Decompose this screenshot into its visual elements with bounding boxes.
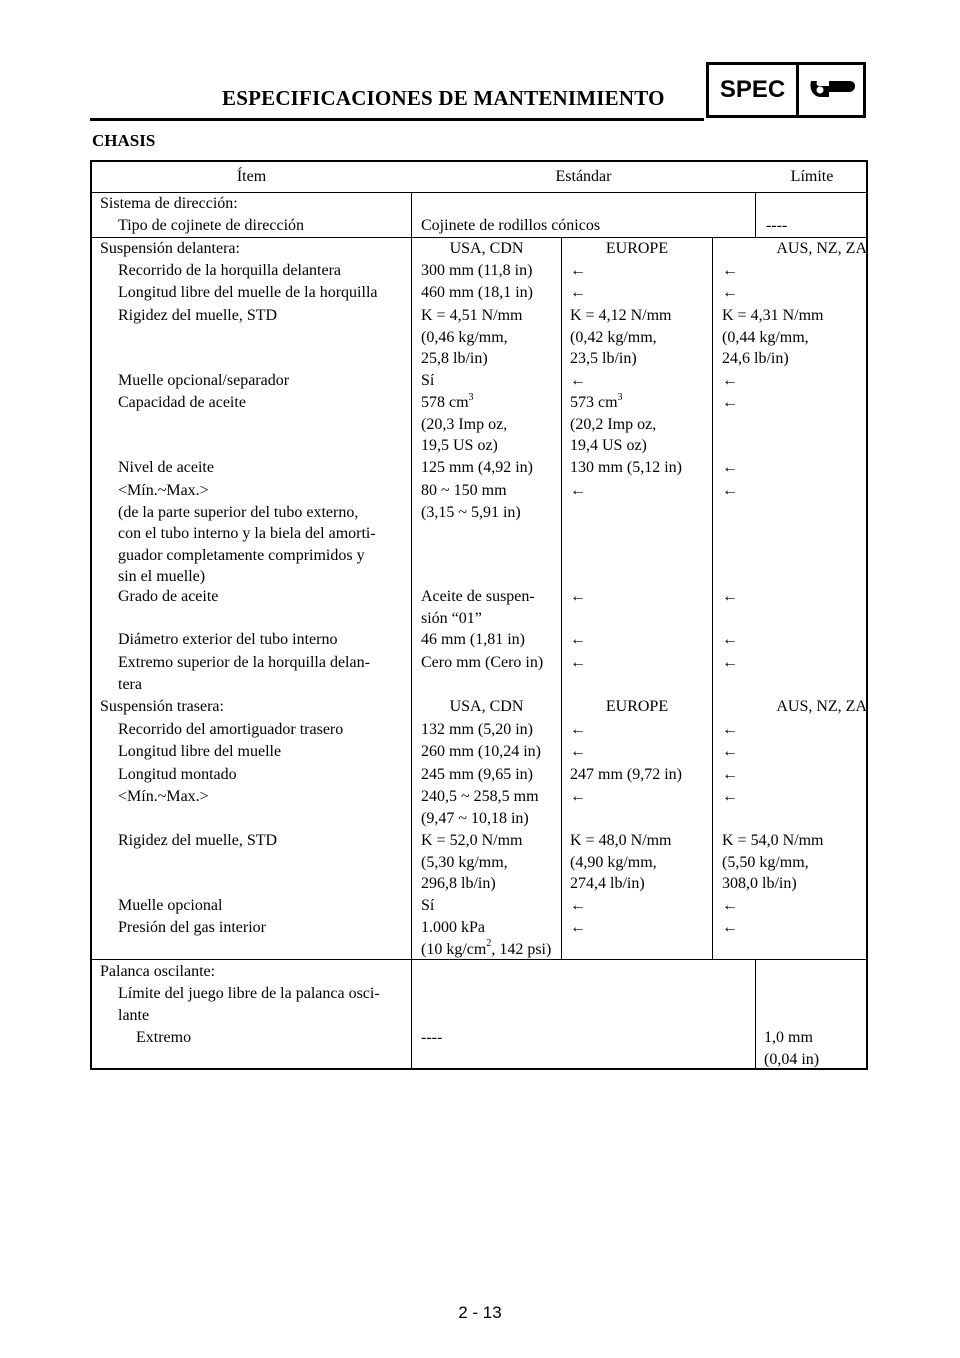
steering-bearing-value: Cojinete de rodillos cónicos (421, 217, 601, 234)
front-optional-usa: Sí (421, 372, 435, 389)
front-suspension-heading: Suspensión delantera: (100, 240, 240, 257)
front-oil-level-range-eu: ← (570, 482, 586, 499)
front-free-length-usa: 460 mm (18,1 in) (421, 284, 533, 301)
front-fork-top-aus: ← (722, 654, 738, 671)
swingarm-end-value: ---- (421, 1029, 443, 1046)
front-optional-label: Muelle opcional/separador (118, 372, 290, 389)
front-oil-capacity-label: Capacidad de aceite (118, 394, 246, 411)
page-header-title: ESPECIFICACIONES DE MANTENIMIENTO (222, 86, 665, 110)
col-divider-europe (561, 237, 562, 959)
rear-gas-pressure-label: Presión del gas interior (118, 919, 266, 936)
spec-badge (706, 62, 866, 118)
rear-installed-range-aus: ← (722, 788, 738, 805)
rear-optional-eu: ← (570, 897, 586, 914)
wrench-icon (799, 65, 863, 115)
rear-installed-range-usa: 240,5 ~ 258,5 mm (9,47 ~ 10,18 in) (421, 788, 539, 827)
front-oil-capacity-aus: ← (722, 394, 738, 411)
swingarm-heading: Palanca oscilante: (100, 963, 216, 980)
front-oil-level-aus: ← (722, 459, 738, 476)
front-tube-diameter-label: Diámetro exterior del tubo interno (118, 631, 338, 648)
rear-installed-length-usa: 245 mm (9,65 in) (421, 766, 533, 783)
front-travel-usa: 300 mm (11,8 in) (421, 262, 533, 279)
front-fork-top-usa: Cero mm (Cero in) (421, 654, 544, 671)
front-region-usa: USA, CDN (449, 240, 524, 257)
rear-free-length-aus: ← (722, 743, 738, 760)
rear-optional-aus: ← (722, 897, 738, 914)
front-free-length-aus: ← (722, 284, 738, 301)
rear-gas-pressure-eu: ← (570, 919, 586, 936)
col-divider-limit-steering (755, 192, 756, 237)
swingarm-end-label: Extremo (136, 1029, 192, 1046)
rear-travel-usa: 132 mm (5,20 in) (421, 721, 533, 738)
front-oil-level-range-usa: 80 ~ 150 mm (3,15 ~ 5,91 in) (421, 482, 521, 521)
col-header-standard: Estándar (555, 168, 612, 185)
front-travel-aus: ← (722, 262, 738, 279)
page-number: 2 - 13 (458, 1303, 502, 1322)
rear-rate-usa: K = 52,0 N/mm (5,30 kg/mm, 296,8 lb/in) (421, 832, 523, 892)
rear-installed-length-label: Longitud montado (118, 766, 237, 783)
front-travel-label: Recorrido de la horquilla delantera (118, 262, 342, 279)
front-region-aus: AUS, NZ, ZA (776, 240, 867, 257)
col-divider-standard (411, 192, 412, 1068)
rear-rate-eu: K = 48,0 N/mm (4,90 kg/mm, 274,4 lb/in) (570, 832, 672, 892)
front-oil-grade-eu: ← (570, 588, 586, 605)
front-fork-top-label: Extremo superior de la horquilla delan- tera (118, 654, 370, 693)
front-oil-grade-label: Grado de aceite (118, 588, 219, 605)
rear-travel-eu: ← (570, 721, 586, 738)
front-oil-level-range-label: <Mín.~Max.> (de la parte superior del tubo externo, con el tubo interno y la biela del amorti- guador completamente comprimidos y sin el muelle) (118, 482, 376, 585)
front-region-europe: EUROPE (605, 240, 669, 257)
front-travel-eu: ← (570, 262, 586, 279)
swingarm-freeplay-label: Límite del juego libre de la palanca osci- lante (118, 985, 380, 1024)
rear-installed-range-label: <Mín.~Max.> (118, 788, 209, 805)
front-oil-grade-usa: Aceite de suspen- sión “01” (421, 588, 535, 627)
rear-installed-length-aus: ← (722, 766, 738, 783)
rear-rate-label: Rigidez del muelle, STD (118, 832, 278, 849)
rear-region-aus: AUS, NZ, ZA (776, 698, 867, 715)
col-divider-limit-swingarm (755, 959, 756, 1068)
col-header-limit: Límite (790, 168, 834, 185)
rear-region-usa: USA, CDN (449, 698, 524, 715)
front-optional-aus: ← (722, 372, 738, 389)
front-oil-level-label: Nivel de aceite (118, 459, 214, 476)
rear-free-length-usa: 260 mm (10,24 in) (421, 743, 541, 760)
steering-heading: Sistema de dirección: (100, 195, 238, 212)
front-optional-eu: ← (570, 372, 586, 389)
steering-bearing-label: Tipo de cojinete de dirección (118, 217, 305, 234)
front-rate-aus: K = 4,31 N/mm (0,44 kg/mm, 24,6 lb/in) (722, 307, 824, 367)
rear-suspension-heading: Suspensión trasera: (100, 698, 224, 715)
front-free-length-eu: ← (570, 284, 586, 301)
front-fork-top-eu: ← (570, 654, 586, 671)
front-tube-diameter-usa: 46 mm (1,81 in) (421, 631, 525, 648)
rear-travel-label: Recorrido del amortiguador trasero (118, 721, 344, 738)
front-rate-label: Rigidez del muelle, STD (118, 307, 278, 324)
col-divider-aus (712, 237, 713, 959)
spec-badge-label: SPEC (709, 65, 799, 115)
rear-optional-usa: Sí (421, 897, 435, 914)
rear-free-length-label: Longitud libre del muelle (118, 743, 282, 760)
rear-free-length-eu: ← (570, 743, 586, 760)
front-oil-level-usa: 125 mm (4,92 in) (421, 459, 533, 476)
rear-installed-range-eu: ← (570, 788, 586, 805)
front-tube-diameter-eu: ← (570, 631, 586, 648)
front-tube-diameter-aus: ← (722, 631, 738, 648)
rear-gas-pressure-aus: ← (722, 919, 738, 936)
header-rule (90, 118, 704, 121)
rear-installed-length-eu: 247 mm (9,72 in) (570, 766, 682, 783)
front-rate-usa: K = 4,51 N/mm (0,46 kg/mm, 25,8 lb/in) (421, 307, 523, 367)
front-oil-grade-aus: ← (722, 588, 738, 605)
swingarm-end-limit: 1,0 mm (0,04 in) (764, 1029, 820, 1068)
front-oil-level-range-aus: ← (722, 482, 738, 499)
steering-bearing-limit: ---- (766, 217, 788, 234)
front-oil-capacity-usa: 578 $cm^3$ (20,3 Imp oz, 19,5 US oz) (421, 391, 508, 454)
col-header-item: Ítem (236, 168, 267, 185)
front-oil-level-eu: 130 mm (5,12 in) (570, 459, 682, 476)
section-title: CHASIS (92, 131, 156, 150)
rear-travel-aus: ← (722, 721, 738, 738)
rear-gas-pressure-usa: 1.000 kPa (10 $kg/cm^2$, 142 psi) (421, 919, 552, 958)
chassis-spec-table (90, 160, 868, 1070)
front-free-length-label: Longitud libre del muelle de la horquilla (118, 284, 378, 301)
rear-rate-aus: K = 54,0 N/mm (5,50 kg/mm, 308,0 lb/in) (722, 832, 824, 892)
rear-optional-label: Muelle opcional (118, 897, 223, 914)
front-oil-capacity-eu: 573 $cm^3$ (20,2 Imp oz, 19,4 US oz) (570, 391, 657, 454)
front-rate-eu: K = 4,12 N/mm (0,42 kg/mm, 23,5 lb/in) (570, 307, 672, 367)
rear-region-europe: EUROPE (605, 698, 669, 715)
